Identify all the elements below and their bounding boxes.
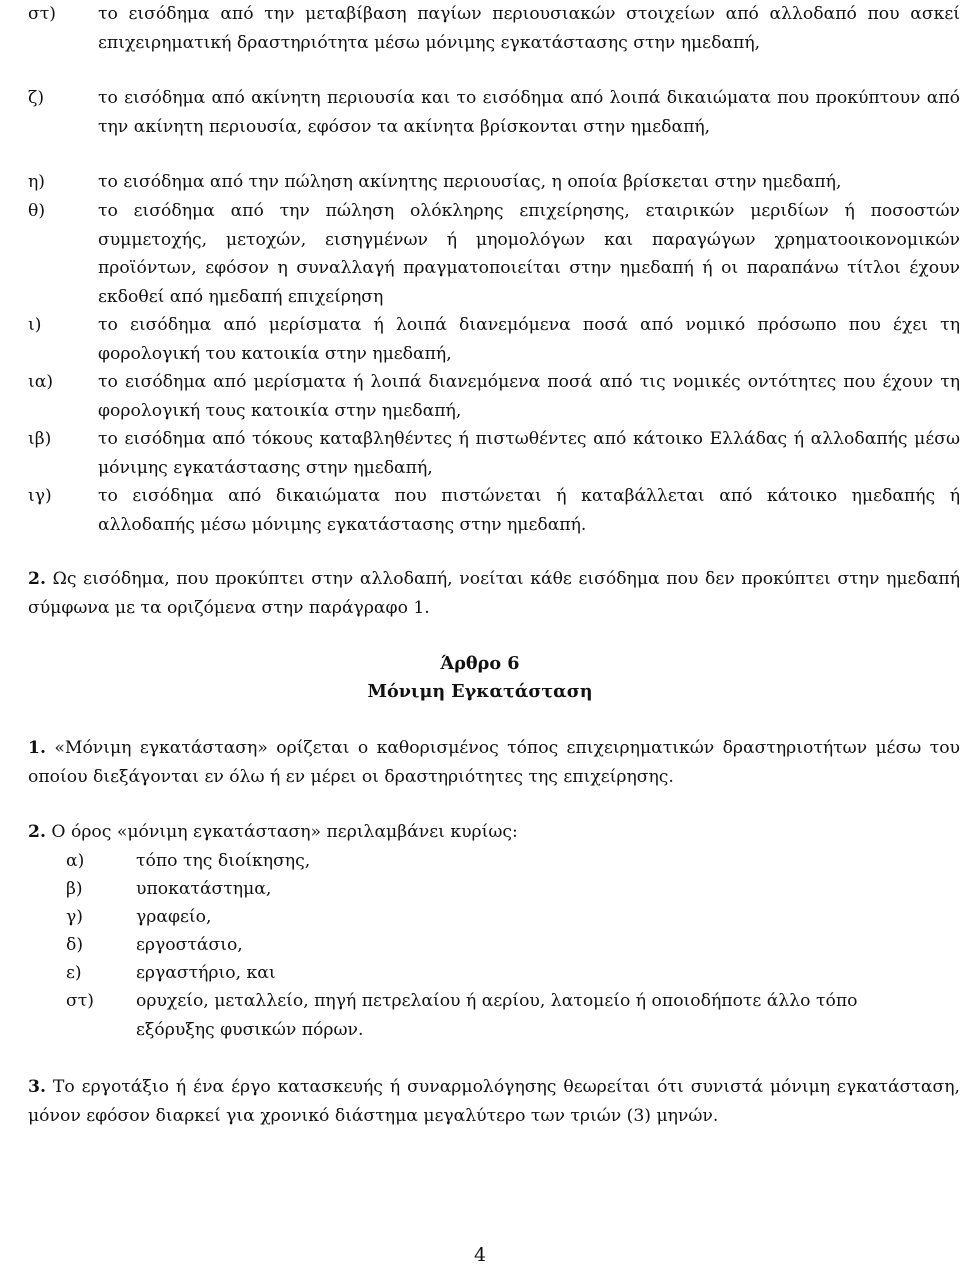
list-item-iota (28, 311, 960, 368)
list-item-label: ιβ) (28, 429, 52, 449)
list-item-ig (28, 482, 960, 539)
list-item-text: το εισόδημα από δικαιώματα που πιστώνεται ή καταβάλλεται από κάτοικο ημεδαπής ή αλλοδαπής μέσω μόνιμης εγκατάστασης στην ημεδαπή. (98, 486, 960, 535)
sub-item-text: εργαστήριο, και (136, 963, 276, 983)
list-item-label: η) (28, 172, 46, 192)
paragraph-text: «Μόνιμη εγκατάσταση» ορίζεται ο καθορισμένος τόπος επιχειρηματικών δραστηριοτήτων μέσω του οποίου διεξάγονται εν όλω ή εν μέρει οι δραστηριότητες της επιχείρησης. (28, 738, 960, 787)
list-item-text: το εισόδημα από μερίσματα ή λοιπά διανεμόμενα ποσά από τις νομικές οντότητες που έχουν τη φορολογική τους κατοικία στην ημεδαπή, (98, 372, 960, 421)
list-item-ia (28, 368, 960, 425)
sub-item-d (66, 931, 940, 960)
sub-item-label: α) (66, 851, 85, 871)
sub-item-st (66, 987, 940, 1044)
paragraph-number: 1. (28, 738, 46, 758)
page-number: 4 (473, 1244, 487, 1266)
sub-item-label: δ) (66, 935, 84, 955)
list-item-label: ιγ) (28, 486, 52, 506)
sub-item-text: γραφείο, (136, 907, 212, 927)
list-item-text: το εισόδημα από μερίσματα ή λοιπά διανεμόμενα ποσά από νομικό πρόσωπο που έχει τη φορολογική του κατοικία στην ημεδαπή, (98, 315, 960, 364)
paragraph-number: 3. (28, 1077, 46, 1097)
list-item-text: το εισόδημα από την μεταβίβαση παγίων περιουσιακών στοιχείων από αλλοδαπό που ασκεί επιχειρηματική δραστηριότητα μέσω μόνιμης εγκατάστασης στην ημεδαπή, (98, 4, 960, 53)
list-item-label: θ) (28, 201, 46, 221)
sub-item-text: ορυχείο, μεταλλείο, πηγή πετρελαίου ή αερίου, λατομείο ή οποιοδήποτε άλλο τόπο εξόρυξης φυσικών πόρων. (136, 991, 858, 1040)
list-item-label: ια) (28, 372, 54, 392)
sub-item-label: στ) (66, 991, 94, 1011)
sub-item-a (66, 847, 940, 876)
paragraph-text: Το εργοτάξιο ή ένα έργο κατασκευής ή συναρμολόγησης θεωρείται ότι συνιστά μόνιμη εγκατάσταση, μόνον εφόσον διαρκεί για χρονικό διάστημα μεγαλύτερο των τριών (3) μηνών. (28, 1077, 960, 1126)
paragraph-2 (28, 565, 960, 622)
list-item-label: ζ) (28, 88, 45, 108)
list-item-label: ι) (28, 315, 42, 335)
list-item-label: στ) (28, 4, 56, 24)
list-item-text: το εισόδημα από την πώληση ακίνητης περιουσίας, η οποία βρίσκεται στην ημεδαπή, (98, 172, 842, 192)
list-item-ib (28, 425, 960, 482)
article-paragraph-2 (28, 818, 960, 847)
list-item-th (28, 197, 960, 311)
list-item-z (28, 84, 960, 141)
sub-item-g (66, 903, 940, 932)
sub-item-text: υποκατάστημα, (136, 879, 272, 899)
paragraph-number: 2. (28, 822, 46, 842)
sub-item-e (66, 959, 940, 988)
sub-item-b (66, 875, 940, 904)
list-item-text: το εισόδημα από ακίνητη περιουσία και το εισόδημα από λοιπά δικαιώματα που προκύπτουν από την ακίνητη περιουσία, εφόσον τα ακίνητα βρίσκονται στην ημεδαπή, (98, 88, 960, 137)
list-item-i (28, 168, 960, 197)
sub-item-text: τόπο της διοίκησης, (136, 851, 311, 871)
sub-item-text: εργοστάσιο, (136, 935, 243, 955)
article-paragraph-1 (28, 734, 960, 791)
list-item-text: το εισόδημα από την πώληση ολόκληρης επιχείρησης, εταιρικών μεριδίων ή ποσοστών συμμετοχής, μετοχών, εισηγμένων ή μηομολόγων και παραγώγων χρηματοοικονομικών προϊόντων, εφόσον η συναλλαγή πραγματοποιείται στην ημεδαπή ή οι παραπάνω τίτλοι έχουν εκδοθεί από ημεδαπή επιχείρηση (98, 201, 960, 307)
article-paragraph-3 (28, 1073, 960, 1130)
list-item-text: το εισόδημα από τόκους καταβληθέντες ή πιστωθέντες από κάτοικο Ελλάδας ή αλλοδαπής μέσω μόνιμης εγκατάστασης στην ημεδαπή, (98, 429, 960, 478)
sub-item-label: ε) (66, 963, 82, 983)
sub-item-label: γ) (66, 907, 83, 927)
article-title: Μόνιμη Εγκατάσταση (367, 681, 593, 702)
paragraph-text: Ο όρος «μόνιμη εγκατάσταση» περιλαμβάνει κυρίως: (51, 822, 518, 842)
article-number: Άρθρο 6 (440, 653, 520, 674)
paragraph-text: Ως εισόδημα, που προκύπτει στην αλλοδαπή, νοείται κάθε εισόδημα που δεν προκύπτει στην ημεδαπή σύμφωνα με τα οριζόμενα στην παράγραφο 1. (28, 569, 960, 618)
list-item-st (28, 0, 960, 57)
paragraph-number: 2. (28, 569, 46, 589)
sub-item-label: β) (66, 879, 83, 899)
